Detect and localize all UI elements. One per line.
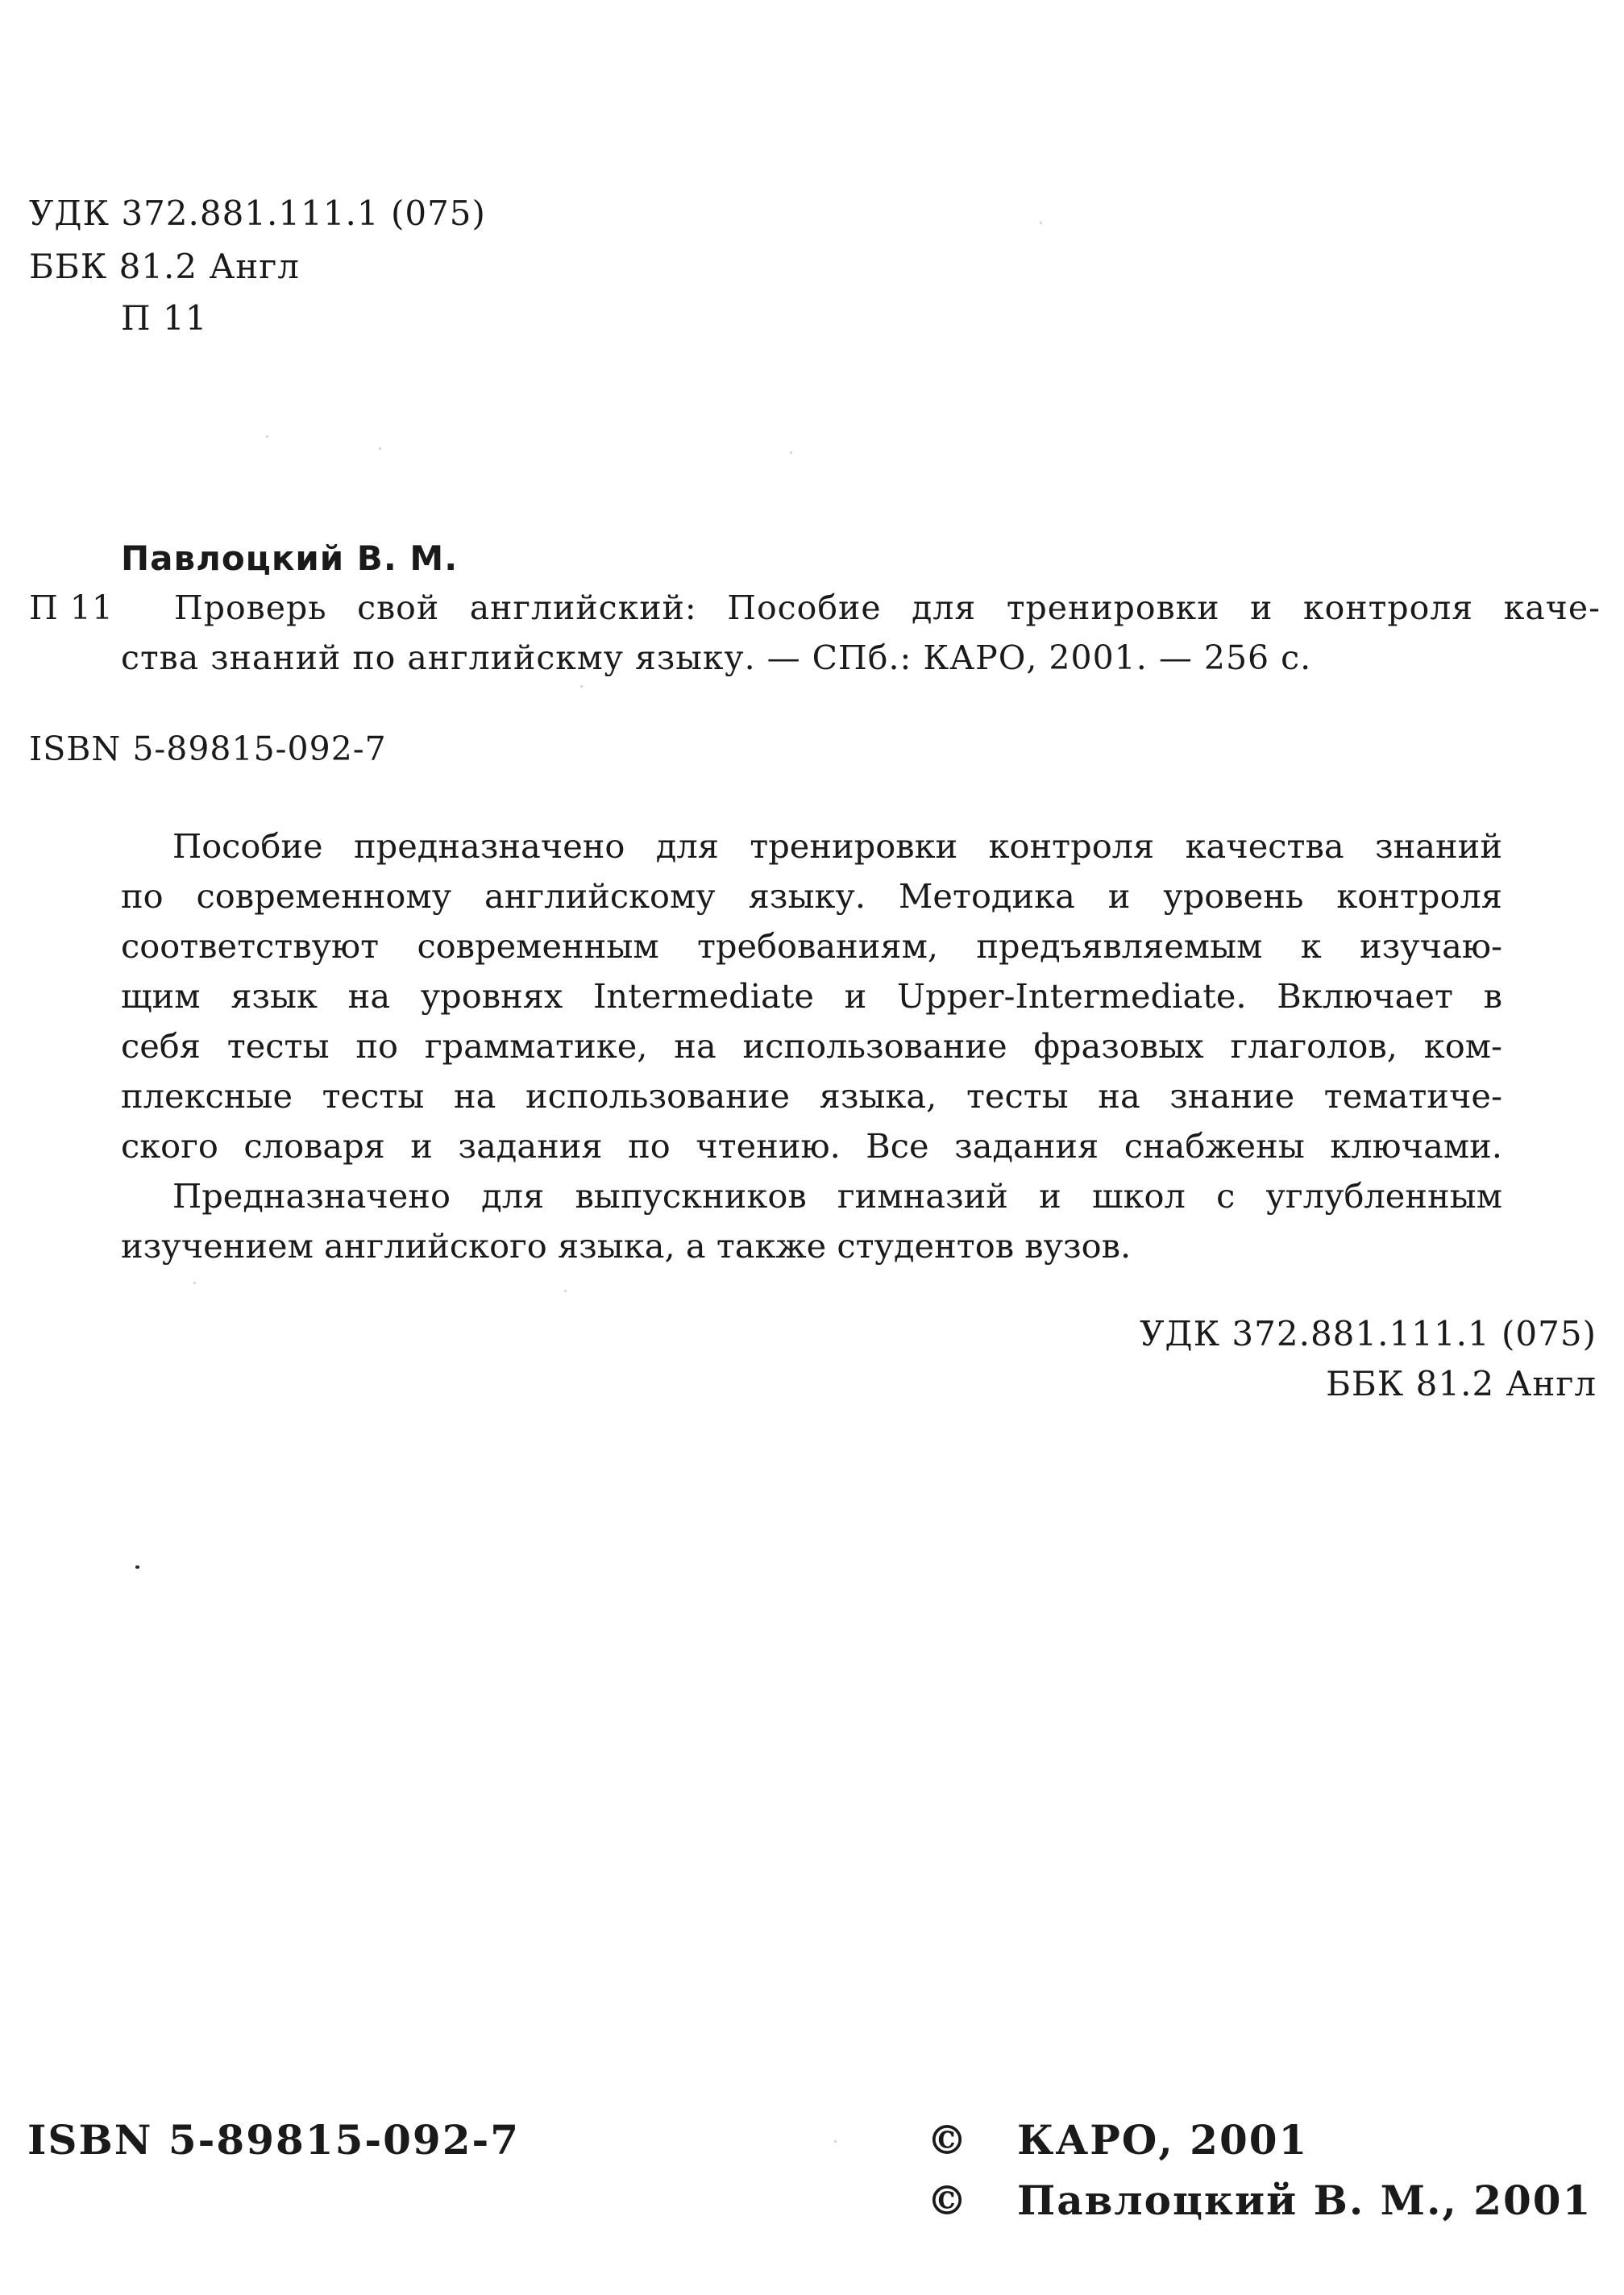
abstract-line: ского словаря и задания по чтению. Все задания снабжены ключами. xyxy=(121,1126,1502,1166)
author-mark: П 11 xyxy=(29,588,114,627)
copyright-symbol: © xyxy=(927,2116,969,2164)
scan-noise xyxy=(193,1282,196,1284)
copyright-symbol: © xyxy=(927,2177,969,2224)
scan-noise xyxy=(834,2140,837,2143)
abstract-line: щим язык на уровнях Intermediate и Upper-Intermediate. Включает в xyxy=(121,976,1502,1016)
scan-noise xyxy=(379,447,381,450)
bbk-code-top: ББК 81.2 Англ xyxy=(29,247,300,286)
author-mark-top: П 11 xyxy=(121,298,208,338)
scan-noise xyxy=(790,451,792,454)
author-name: Павлоцкий В. М. xyxy=(121,538,459,578)
abstract-line: себя тесты по грамматике, на использование фразовых глаголов, ком- xyxy=(121,1026,1502,1066)
description-line-1: Проверь свой английский: Пособие для тренировки и контроля каче- xyxy=(174,588,1601,627)
scan-noise xyxy=(564,1290,567,1292)
scan-speck xyxy=(135,1565,139,1569)
abstract-line: изучением английского языка, а также студентов вузов. xyxy=(121,1226,1132,1266)
abstract-line: плексные тесты на использование языка, тесты на знание тематиче- xyxy=(121,1076,1502,1116)
abstract-line: соответствуют современным требованиям, предъявляемым к изучаю- xyxy=(121,926,1502,966)
isbn-footer: ISBN 5-89815-092-7 xyxy=(27,2116,521,2164)
abstract-line: Предназначено для выпускников гимназий и школ с углубленным xyxy=(172,1176,1502,1216)
copyright-author: Павлоцкий В. М., 2001 xyxy=(1017,2177,1593,2224)
abstract-line: Пособие предназначено для тренировки контроля качества знаний xyxy=(172,826,1502,866)
scan-noise xyxy=(266,435,268,438)
isbn-record: ISBN 5-89815-092-7 xyxy=(29,730,387,768)
udk-code-top: УДК 372.881.111.1 (075) xyxy=(29,193,486,233)
scan-noise xyxy=(1040,222,1042,224)
description-line-2: ства знаний по английскму языку. — СПб.: КАРО, 2001. — 256 с. xyxy=(121,638,1312,677)
abstract-line: по современному английскому языку. Методика и уровень контроля xyxy=(121,876,1502,916)
copyright-publisher: КАРО, 2001 xyxy=(1017,2116,1309,2164)
udk-code-bottom: УДК 372.881.111.1 (075) xyxy=(1140,1314,1597,1353)
bbk-code-bottom: ББК 81.2 Англ xyxy=(1326,1364,1597,1403)
scan-noise xyxy=(580,685,583,688)
